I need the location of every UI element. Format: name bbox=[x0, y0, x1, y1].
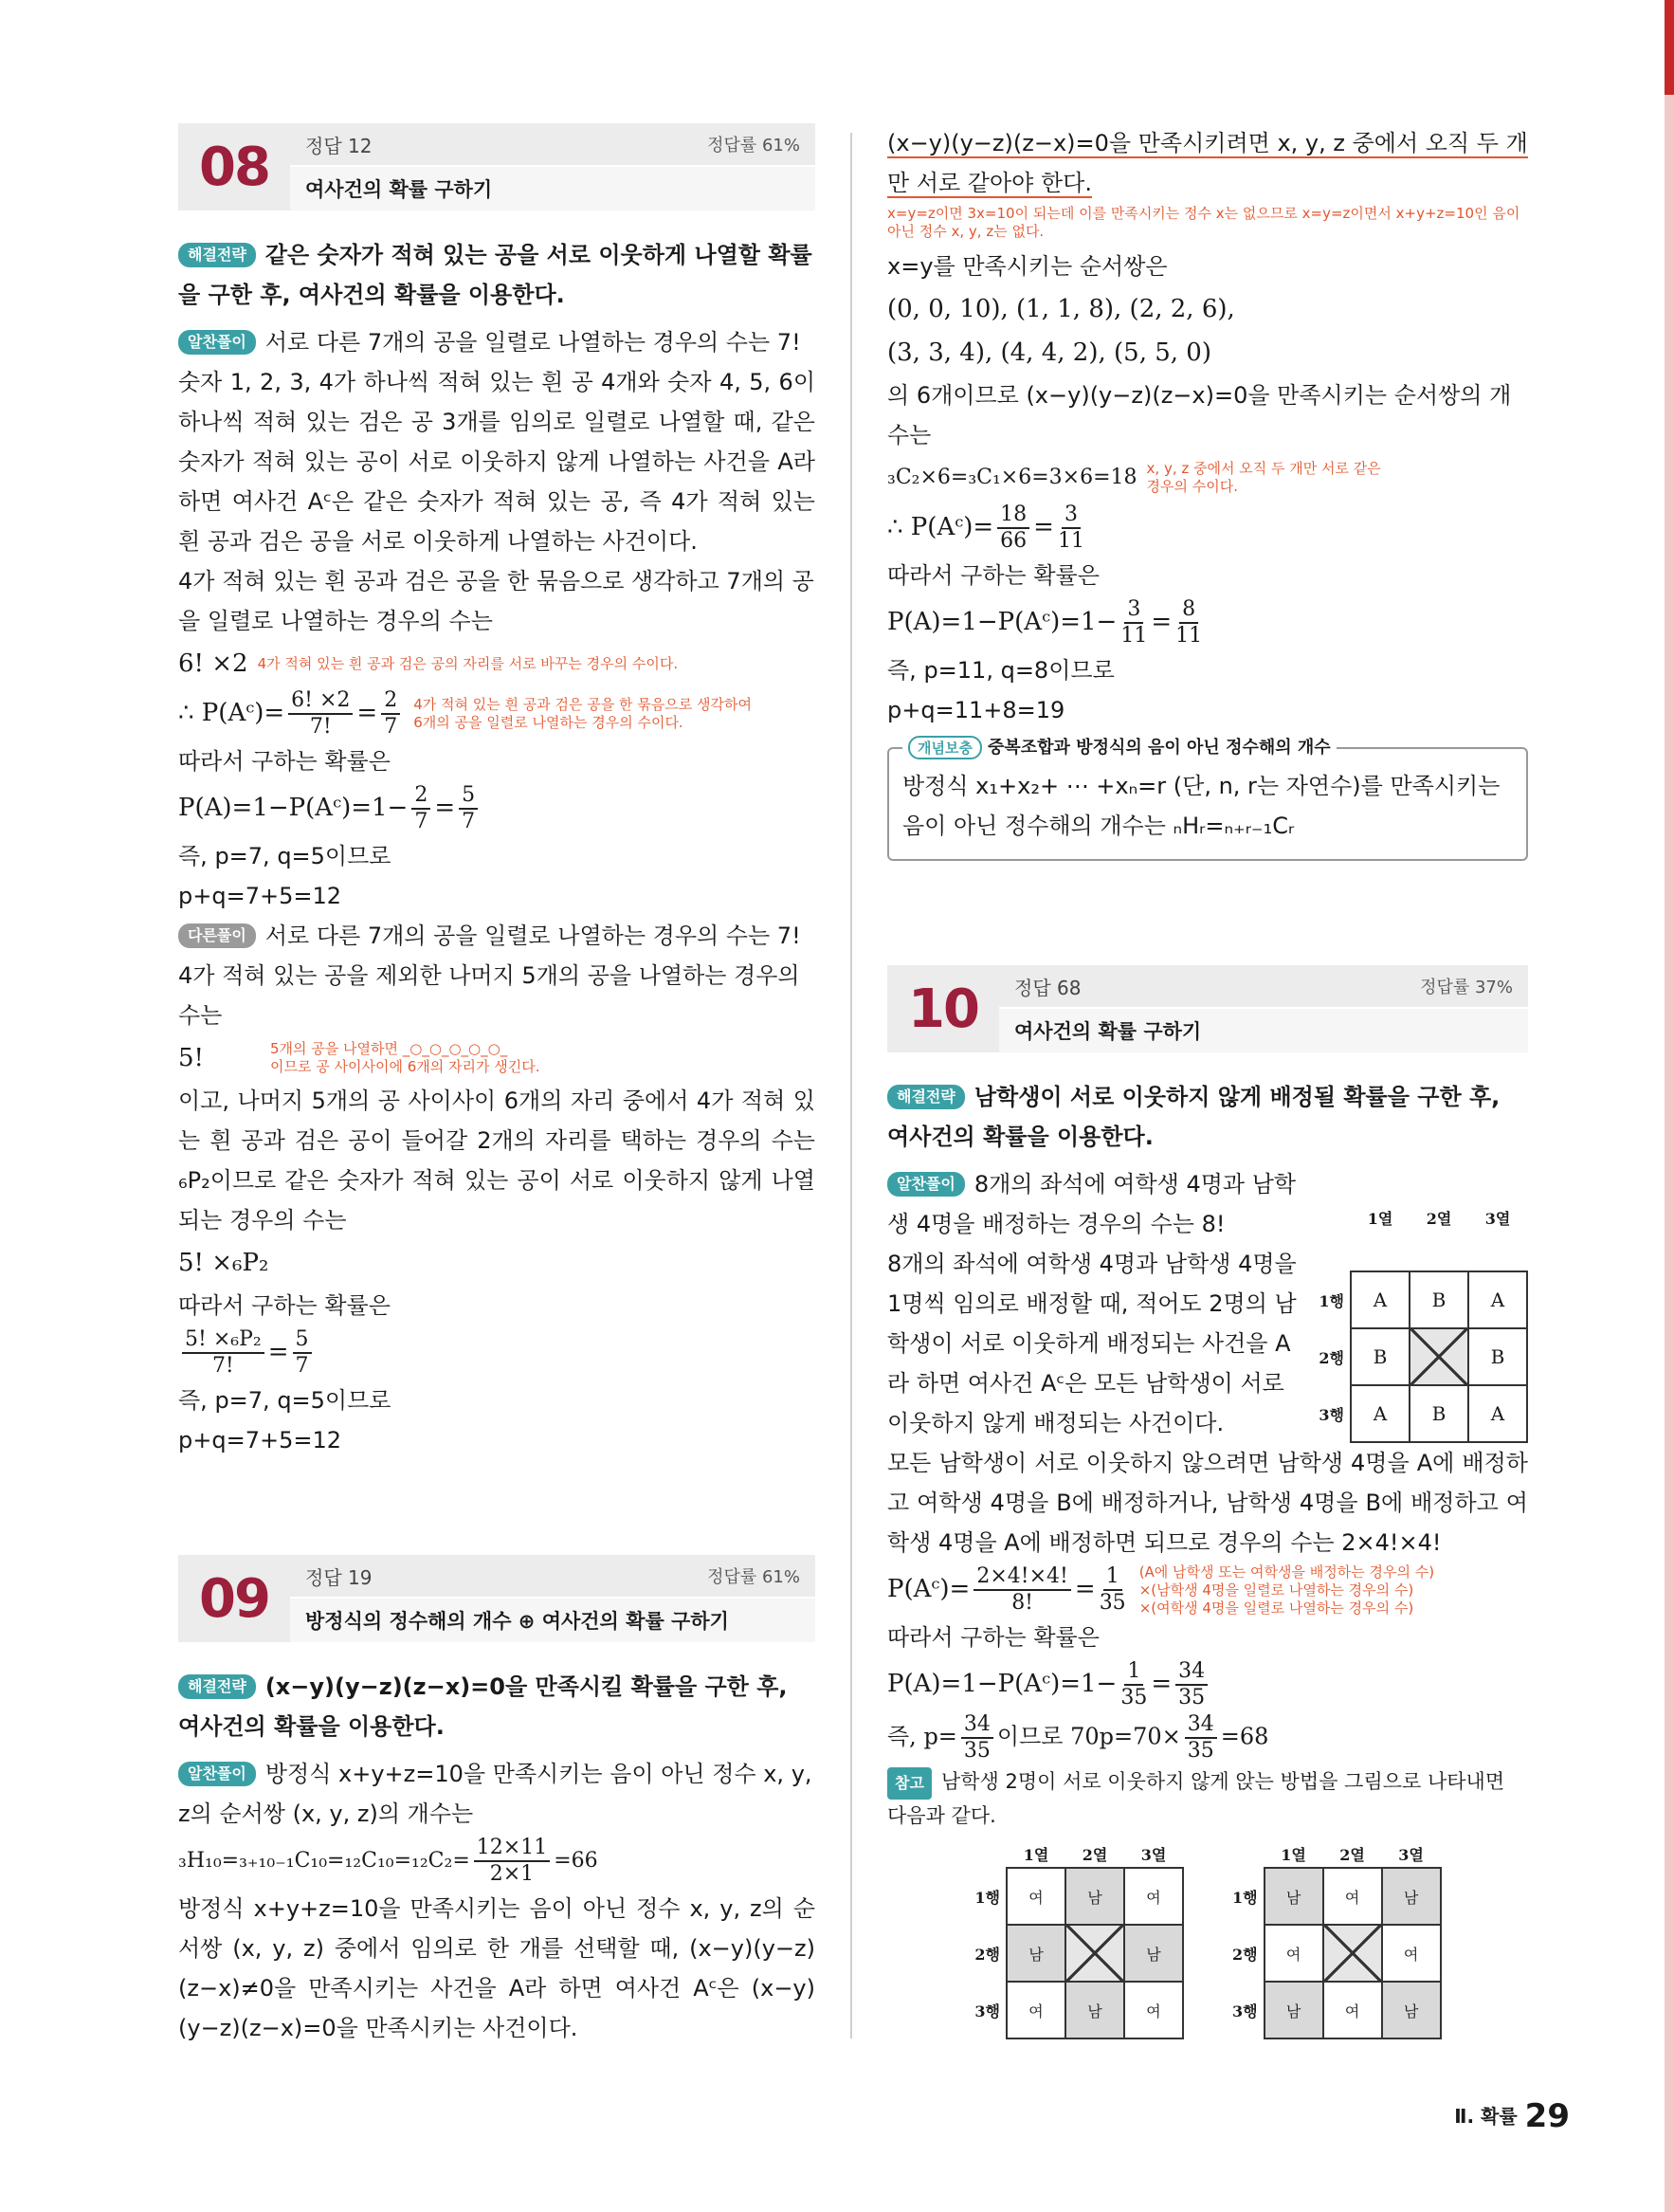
blocked-seat bbox=[1323, 1925, 1382, 1982]
strategy: 해결전략 같은 숫자가 적혀 있는 공을 서로 이웃하게 나열할 확률을 구한 후, 여사건의 확률을 이용한다. bbox=[178, 242, 812, 308]
solution-tag: 알찬풀이 bbox=[178, 330, 256, 355]
strategy: 해결전략 (x−y)(y−z)(z−x)=0을 만족시킬 확률을 구한 후, 여사건의 확률을 이용한다. bbox=[178, 1673, 788, 1740]
answer-line: p+q=7+5=12 bbox=[178, 1427, 341, 1453]
strategy: 해결전략 남학생이 서로 이웃하지 않게 배정될 확률을 구한 후, 여사건의 확률을 이용한다. bbox=[887, 1084, 1501, 1150]
concept-body: 방정식 x₁+x₂+ ⋯ +xₙ=r (단, n, r는 자연수)를 만족시키는 음이 아닌 정수해의 개수는 ₙHᵣ=ₙ₊ᵣ₋₁Cᵣ bbox=[902, 773, 1501, 839]
problem-title: 방정식의 정수해의 개수 ⊕ 여사건의 확률 구하기 bbox=[290, 1597, 815, 1642]
reference-tag: 참고 bbox=[887, 1767, 932, 1800]
text-line: 따라서 구하는 확률은 bbox=[178, 1292, 391, 1319]
equation: $\frac{\text{5! ×₆P₂}}{7!}$ = $\frac{5}{7}$ bbox=[178, 1327, 815, 1379]
text-line: 즉, p=11, q=8이므로 bbox=[887, 657, 1115, 684]
problem-08-header bbox=[178, 123, 815, 210]
solution-paragraph: 숫자 1, 2, 3, 4가 하나씩 적혀 있는 흰 공 4개와 숫자 4, 5, 6이 하나씩 적혀 있는 검은 공 3개를 임의로 일렬로 나열할 때, 같은 숫자가 적혀 있는 공이 서로 이웃하지 않게 나열하는 사건을 A라 하면 여사건 Aᶜ은 같은 숫자가 적혀 있는 공, 즉 4가 적혀 있는 흰 공과 검은 공을 서로 이웃하게 나열하는 사건이다. bbox=[178, 369, 815, 555]
blocked-seat bbox=[1410, 1328, 1468, 1385]
solution-tag: 알찬풀이 bbox=[887, 1172, 965, 1197]
reference-note: 참고 남학생 2명이 서로 이웃하지 않게 앉는 방법을 그림으로 나타내면 다음과 같다. bbox=[887, 1765, 1528, 1832]
left-column bbox=[178, 123, 815, 2048]
solution-line: 알찬풀이 8개의 좌석에 여학생 4명과 남학생 4명을 배정하는 경우의 수는 8! bbox=[887, 1171, 1297, 1237]
equation: ₃H₁₀=₃₊₁₀₋₁C₁₀=₁₂C₁₀=₁₂C₂= $\frac{12\times 11}{2\times 1}$ =66 bbox=[178, 1836, 598, 1886]
concept-title: 개념보충 중복조합과 방정식의 음이 아닌 정수해의 개수 bbox=[902, 734, 1337, 759]
answer-label: 정답 68 bbox=[1014, 976, 1082, 999]
text-line: x=y를 만족시키는 순서쌍은 bbox=[887, 253, 1168, 280]
text-paragraph: 8개의 좌석에 여학생 4명과 남학생 4명을 1명씩 임의로 배정할 때, 적어도 2명의 남학생이 서로 이웃하게 배정되는 사건을 A라 하면 여사건 Aᶜ은 모든 남학생이 서로 이웃하지 않게 배정되는 사건이다. bbox=[887, 1251, 1297, 1436]
answer-line: 즉, p= $\frac{34}{35}$ 이므로 70p=70× $\frac{34}{35}$ =68 bbox=[887, 1712, 1269, 1763]
annotation: (A에 남학생 또는 여학생을 배정하는 경우의 수) ×(남학생 4명을 일렬로 나열하는 경우의 수) ×(여학생 4명을 일렬로 나열하는 경우의 수) bbox=[1138, 1563, 1435, 1617]
alt-solution-line: 다른풀이 서로 다른 7개의 공을 일렬로 나열하는 경우의 수는 7! bbox=[178, 916, 815, 956]
answer-line: p+q=11+8=19 bbox=[887, 697, 1065, 723]
edge-accent-bar bbox=[1665, 0, 1674, 95]
problem-number: 10 bbox=[908, 978, 978, 1040]
right-column bbox=[887, 123, 1528, 2039]
seat-table-ab: 1열 2열 3열 1행 A B A 2행 B B 3행 A B A bbox=[1318, 1164, 1528, 1443]
equation: P(Aᶜ)= $\frac{2\times 4!\times 4!}{8!}$ = $\frac{1}{35}$ bbox=[887, 1564, 1126, 1615]
example-grids bbox=[887, 1841, 1528, 2039]
solution-line: 알찬풀이 방정식 x+y+z=10을 만족시키는 음이 아닌 정수 x, y, z의 순서쌍 (x, y, z)의 개수는 bbox=[178, 1761, 812, 1827]
equation-row bbox=[178, 686, 815, 741]
equation: P(A)=1−P(Aᶜ)=1− $\frac{3}{11}$ = $\frac{8}{11}$ bbox=[887, 597, 1203, 648]
equation: ₃C₂×6=₃C₁×6=3×6=18 bbox=[887, 466, 1137, 489]
problem-title: 여사건의 확률 구하기 bbox=[999, 1007, 1528, 1052]
edge-accent-strip bbox=[1665, 95, 1674, 2212]
solution-line: 알찬풀이 서로 다른 7개의 공을 일렬로 나열하는 경우의 수는 7! bbox=[178, 322, 815, 362]
ordered-pairs: (0, 0, 10), (1, 1, 8), (2, 2, 6), bbox=[887, 295, 1235, 323]
solution-tag: 알찬풀이 bbox=[178, 1762, 256, 1786]
page-number: 29 bbox=[1524, 2097, 1570, 2135]
text-paragraph: 의 6개이므로 (x−y)(y−z)(z−x)=0을 만족시키는 순서쌍의 개수는 bbox=[887, 382, 1512, 448]
correct-rate: 정답률 61% bbox=[707, 1567, 800, 1587]
annotation: 4가 적혀 있는 흰 공과 검은 공의 자리를 서로 바꾸는 경우의 수이다. bbox=[257, 654, 679, 672]
annotation: 5개의 공을 나열하면 _○_○_○_○_○_ 이므로 공 사이사이에 6개의 자리가 생긴다. bbox=[270, 1040, 540, 1075]
equation: 6! ×2 bbox=[178, 649, 248, 678]
problem-number: 09 bbox=[199, 1567, 269, 1630]
text-line: 따라서 구하는 확률은 bbox=[178, 748, 391, 775]
solution-with-table bbox=[887, 1164, 1528, 1443]
concept-pill: 개념보충 bbox=[908, 736, 982, 759]
problem-09-header bbox=[178, 1555, 815, 1642]
strategy-tag: 해결전략 bbox=[887, 1085, 965, 1109]
ordered-pairs: (3, 3, 4), (4, 4, 2), (5, 5, 0) bbox=[887, 338, 1211, 367]
equation: 5! bbox=[178, 1044, 204, 1072]
correct-rate: 정답률 61% bbox=[707, 136, 800, 155]
text-line: (x−y)(y−z)(z−x)=0을 만족시키려면 x, y, z 중에서 오직 두 개만 서로 같아야 한다. bbox=[887, 130, 1528, 196]
annotation: x, y, z 중에서 오직 두 개만 서로 같은 경우의 수이다. bbox=[1146, 460, 1381, 495]
answer-label: 정답 19 bbox=[305, 1565, 373, 1589]
blocked-seat bbox=[1065, 1925, 1124, 1982]
text-line: 4가 적혀 있는 공을 제외한 나머지 5개의 공을 나열하는 경우의 수는 bbox=[178, 962, 800, 1029]
answer-line: p+q=7+5=12 bbox=[178, 883, 341, 909]
equation-row bbox=[178, 1035, 815, 1081]
section-label: Ⅱ. 확률 bbox=[1454, 2105, 1518, 2128]
equation: P(A)=1−P(Aᶜ)=1− $\frac{1}{35}$ = $\frac{34}{35}$ bbox=[887, 1659, 1528, 1710]
solution-paragraph: 4가 적혀 있는 흰 공과 검은 공을 한 묶음으로 생각하고 7개의 공을 일렬로 나열하는 경우의 수는 bbox=[178, 568, 814, 634]
equation: ∴ P(Aᶜ)= $\frac{18}{66}$ = $\frac{3}{11}$ bbox=[887, 503, 1084, 553]
alt-solution-tag: 다른풀이 bbox=[178, 923, 256, 948]
concept-box bbox=[887, 738, 1528, 861]
text-line: 따라서 구하는 확률은 bbox=[887, 1624, 1100, 1651]
text-paragraph: 방정식 x+y+z=10을 만족시키는 음이 아닌 정수 x, y, z의 순서쌍 (x, y, z) 중에서 임의로 한 개를 선택할 때, (x−y)(y−z)(z−x)≠0을 만족시키는 사건을 A라 하면 여사건 Aᶜ은 (x−y)(y−z)(z−x)=0을 만족시키는 사건이다. bbox=[178, 1895, 815, 2041]
equation-row bbox=[887, 455, 1528, 501]
equation: P(A)=1−P(Aᶜ)=1− $\frac{2}{7}$ = $\frac{5}{7}$ bbox=[178, 783, 815, 834]
equation-row bbox=[887, 1563, 1528, 1618]
problem-10-header bbox=[887, 965, 1528, 1052]
equation: 5! ×₆P₂ bbox=[178, 1249, 269, 1277]
annotation: x=y=z이면 3x=10이 되는데 이를 만족시키는 정수 x는 없으므로 x=y=z이면서 x+y+z=10인 음이 아닌 정수 x, y, z는 없다. bbox=[887, 205, 1520, 240]
strategy-tag: 해결전략 bbox=[178, 243, 256, 267]
equation-row bbox=[178, 641, 815, 686]
problem-number: 08 bbox=[199, 136, 269, 198]
text-paragraph: 모든 남학생이 서로 이웃하지 않으려면 남학생 4명을 A에 배정하고 여학생 4명을 B에 배정하거나, 남학생 4명을 B에 배정하고 여학생 4명을 A에 배정하면 되므로 경우의 수는 2×4!×4! bbox=[887, 1450, 1528, 1556]
seat-grid-example-2: 1열 2열 3열 1행 남 여 남 2행 여 여 3행 남 여 남 bbox=[1231, 1841, 1442, 2039]
text-line: 즉, p=7, q=5이므로 bbox=[178, 843, 391, 869]
strategy-tag: 해결전략 bbox=[178, 1674, 256, 1699]
column-divider bbox=[850, 133, 852, 2038]
correct-rate: 정답률 37% bbox=[1420, 978, 1513, 997]
text-line: 따라서 구하는 확률은 bbox=[887, 562, 1100, 589]
page-footer bbox=[1454, 2097, 1570, 2135]
answer-label: 정답 12 bbox=[305, 134, 373, 157]
equation: ∴ P(Aᶜ)= $\frac{6! \times 2}{7!}$ = $\frac{2}{7}$ bbox=[178, 688, 404, 740]
text-line: 즉, p=7, q=5이므로 bbox=[178, 1387, 391, 1414]
annotation: 4가 적혀 있는 흰 공과 검은 공을 한 묶음으로 생각하여 6개의 공을 일렬로 나열하는 경우의 수이다. bbox=[413, 696, 752, 731]
text-paragraph: 이고, 나머지 5개의 공 사이사이 6개의 자리 중에서 4가 적혀 있는 흰 공과 검은 공이 들어갈 2개의 자리를 택하는 경우의 수는 ₆P₂이므로 같은 숫자가 적혀 있는 공이 서로 이웃하지 않게 나열되는 경우의 수는 bbox=[178, 1088, 815, 1234]
seat-grid-example-1: 1열 2열 3열 1행 여 남 여 2행 남 남 3행 여 남 여 bbox=[973, 1841, 1184, 2039]
problem-title: 여사건의 확률 구하기 bbox=[290, 165, 815, 210]
